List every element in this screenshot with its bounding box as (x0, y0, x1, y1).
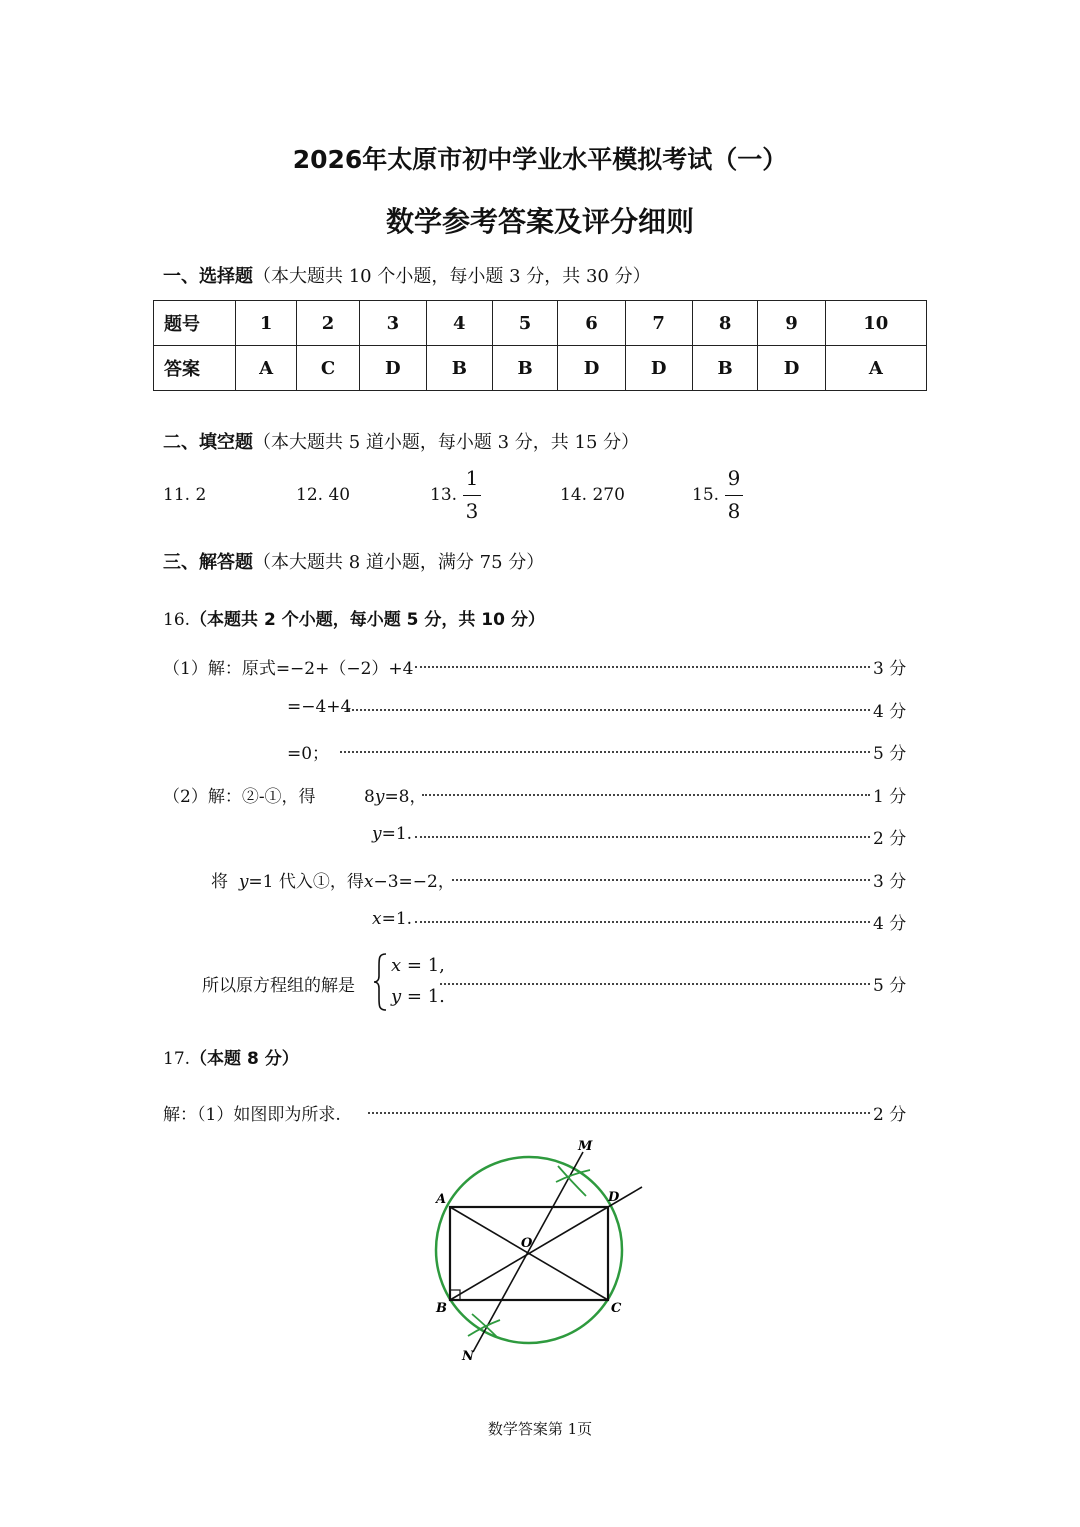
score-label: 1 分 (873, 787, 907, 807)
row-label-number: 题号 (154, 301, 236, 346)
fraction-15-denominator: 8 (727, 499, 741, 523)
line-mn (473, 1152, 583, 1352)
answer-cell: D (625, 346, 692, 391)
leader-dots (340, 751, 870, 753)
label-a: A (436, 1192, 447, 1207)
score-label: 5 分 (873, 976, 907, 996)
fraction-13-denominator: 3 (465, 499, 479, 523)
q16-number: 16. (163, 610, 191, 630)
fill-answer-14: 14. 270 (560, 485, 625, 505)
row-label-answer: 答案 (154, 346, 236, 391)
score-label: 4 分 (873, 702, 907, 722)
question-number: 7 (625, 301, 692, 346)
question-number: 5 (492, 301, 558, 346)
answer-cell: D (758, 346, 825, 391)
answer-cell: C (297, 346, 360, 391)
question-number: 9 (758, 301, 825, 346)
section-1-heading (163, 262, 651, 288)
answer-table-row-numbers (154, 301, 927, 346)
label-o: O (521, 1236, 533, 1251)
score-label: 2 分 (873, 1105, 907, 1125)
score-label: 3 分 (873, 872, 907, 892)
fill-answer-13-label: 13. (430, 485, 458, 505)
section-2-heading (163, 428, 639, 454)
q16-p2-conclusion: 所以原方程组的解是 (202, 976, 355, 996)
fill-answer-12: 12. 40 (296, 485, 351, 505)
question-number: 2 (297, 301, 360, 346)
label-b: B (436, 1301, 447, 1316)
eq-rest: = 1. (406, 986, 445, 1007)
fraction-13-bar (463, 495, 481, 496)
leader-dots (422, 794, 870, 796)
system-eq2 (391, 986, 445, 1007)
leader-dots (440, 983, 870, 985)
eq-rest: =8， (384, 787, 427, 807)
fill-answer-11: 11. 2 (163, 485, 207, 505)
q16-p1-line2: =−4+4 (287, 697, 352, 717)
fraction-15-bar (725, 495, 743, 496)
q17-number: 17. (163, 1049, 191, 1069)
question-number: 4 (426, 301, 492, 346)
page-subtitle: 数学参考答案及评分细则 (385, 205, 694, 238)
leader-dots (415, 666, 870, 668)
eq-rest: −3=−2， (373, 872, 455, 892)
leader-dots (415, 921, 870, 923)
q16-title: （本题共 2 个小题，每小题 5 分，共 10 分） (190, 610, 545, 630)
q17-title: （本题 8 分） (190, 1049, 299, 1069)
section-1-note: （本大题共 10 个小题，每小题 3 分，共 30 分） (253, 266, 651, 287)
leader-dots (452, 879, 870, 881)
leader-dots (368, 1112, 870, 1114)
score-label: 3 分 (873, 659, 907, 679)
system-eq1 (391, 955, 445, 976)
section-1-title: 一、选择题 (163, 266, 253, 287)
fill-answer-15-label: 15. (692, 485, 720, 505)
section-2-title: 二、填空题 (163, 432, 253, 453)
q16-p1-line3: =0； (287, 744, 330, 764)
fraction-13-numerator: 1 (465, 466, 479, 490)
answer-cell: D (359, 346, 426, 391)
section-3-note: （本大题共 8 道小题，满分 75 分） (253, 552, 545, 573)
q17-heading (163, 1044, 299, 1069)
var-y: y (238, 872, 249, 892)
system-brace (373, 952, 389, 1012)
label-m: M (578, 1139, 593, 1154)
leader-dots (415, 836, 870, 838)
var-x: x (391, 955, 402, 976)
fraction-15-numerator: 9 (727, 466, 741, 490)
question-number: 1 (236, 301, 297, 346)
answer-cell: A (236, 346, 297, 391)
q16-p2-eq1 (364, 782, 427, 807)
score-label: 4 分 (873, 914, 907, 934)
geometry-figure (420, 1130, 660, 1370)
label-c: C (611, 1301, 622, 1316)
page-footer: 数学答案第 1页 (487, 1420, 593, 1438)
score-label: 5 分 (873, 744, 907, 764)
question-number: 8 (692, 301, 758, 346)
q16-p2-line1: （2）解：②-①，得 (163, 787, 316, 807)
q16-p2-line3 (211, 867, 455, 892)
answer-table-row-answers (154, 346, 927, 391)
question-number: 10 (825, 301, 926, 346)
page-title: 2026年太原市初中学业水平模拟考试（一） (292, 145, 788, 174)
answer-table (153, 300, 927, 391)
answer-cell: B (426, 346, 492, 391)
q16-p1-line1: （1）解：原式=−2+（−2）+4 (163, 659, 414, 679)
var-y: y (372, 824, 382, 844)
eq-rest: =1. (381, 909, 413, 929)
var-y: y (374, 787, 385, 807)
score-label: 2 分 (873, 829, 907, 849)
question-number: 6 (558, 301, 625, 346)
var-x: x (372, 909, 382, 929)
eq-rest: =1. (381, 824, 413, 844)
q16-p2-eq4 (372, 909, 412, 929)
answer-cell: B (692, 346, 758, 391)
label-n: N (462, 1349, 474, 1364)
section-3-heading (163, 548, 544, 574)
q16-p2-eq2 (372, 824, 412, 844)
q16-heading (163, 605, 545, 630)
label-d: D (608, 1190, 620, 1205)
section-2-note: （本大题共 5 道小题，每小题 3 分，共 15 分） (253, 432, 640, 453)
q17-p1: 解：（1）如图即为所求. (163, 1105, 341, 1125)
text-substitute: 将 (211, 872, 228, 892)
question-number: 3 (359, 301, 426, 346)
var-x: x (363, 872, 374, 892)
var-y: y (391, 986, 402, 1007)
answer-cell: A (825, 346, 926, 391)
eq-coefficient: 8 (364, 787, 375, 807)
answer-cell: B (492, 346, 558, 391)
section-3-title: 三、解答题 (163, 552, 253, 573)
leader-dots (348, 709, 870, 711)
text-substitute-into: =1 代入①，得 (248, 872, 364, 892)
eq-rest: = 1, (406, 955, 445, 976)
answer-cell: D (558, 346, 625, 391)
